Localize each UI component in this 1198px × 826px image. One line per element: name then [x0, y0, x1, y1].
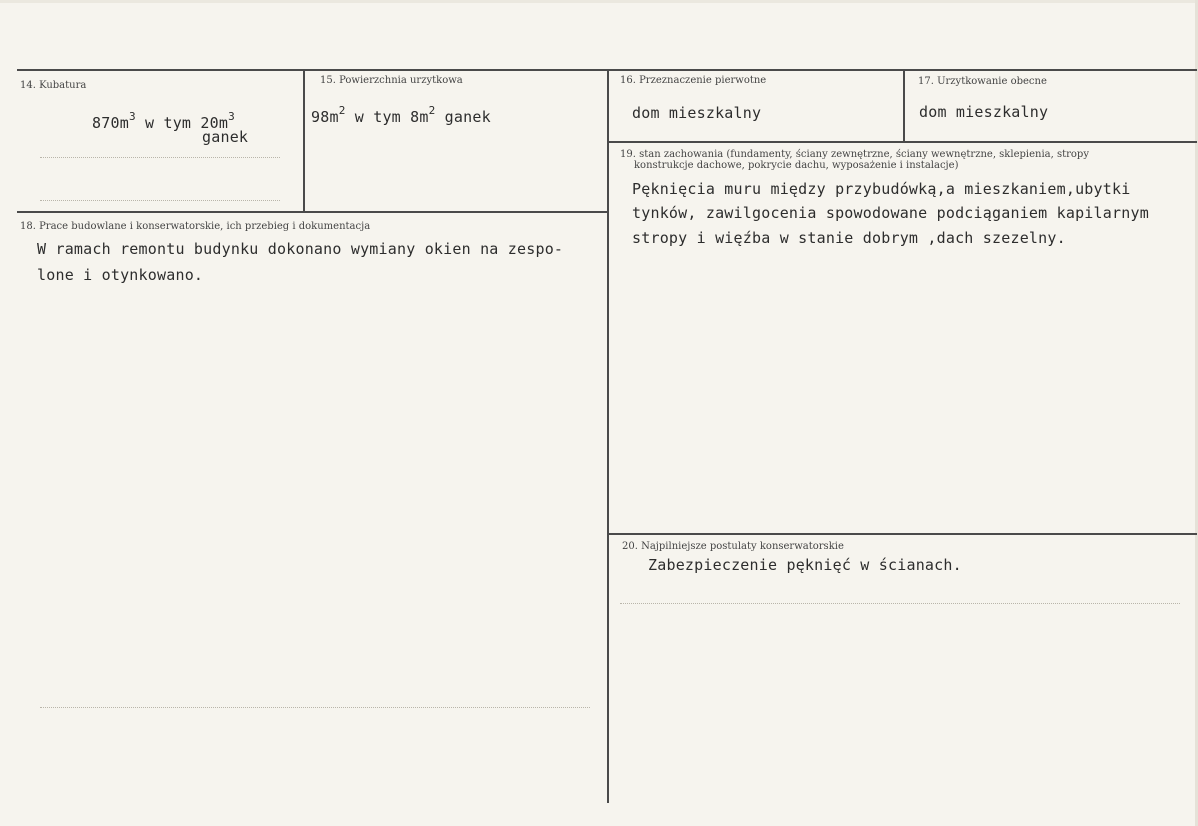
field-16-value: dom mieszkalny — [632, 104, 762, 122]
field-18-text-line: lone i otynkowano. — [37, 266, 204, 284]
rule-below-16-17 — [608, 141, 1197, 143]
guide-line — [40, 157, 280, 159]
field-17-value: dom mieszkalny — [919, 103, 1049, 121]
field-14-value-line2: ganek — [202, 128, 249, 146]
field-20-value: Zabezpieczenie pęknięć w ścianach. — [648, 556, 962, 574]
field-17-label: 17. Urzytkowanie obecne — [918, 76, 1047, 87]
card-edge-top — [0, 0, 1198, 3]
field-14-exp2: 3 — [228, 110, 235, 123]
guide-line — [40, 200, 280, 202]
field-19-text-line: tynków, zawilgocenia spowodowane podciąganiem kapilarnym — [632, 204, 1149, 222]
field-19-label: 19. stan zachowania (fundamenty, ściany zewnętrzne, ściany wewnętrzne, sklepienia, stropy — [620, 149, 1089, 160]
field-14-volume: 870m — [92, 114, 129, 132]
guide-line — [620, 603, 1180, 605]
field-14-exp1: 3 — [128, 110, 136, 123]
field-15-area-porch: w tym 8m — [345, 108, 429, 126]
field-15-label: 15. Powierzchnia urzytkowa — [320, 75, 463, 86]
guide-line — [40, 707, 590, 709]
field-18-label: 18. Prace budowlane i konserwatorskie, ich przebieg i dokumentacja — [20, 221, 371, 232]
field-15-area: 98m — [311, 108, 339, 126]
field-16-label: 16. Przeznaczenie pierwotne — [620, 75, 767, 86]
center-divider — [607, 70, 609, 803]
rule-below-14-15 — [17, 211, 608, 213]
field-19-text-line: Pęknięcia muru między przybudówką,a mieszkaniem,ubytki — [632, 180, 1131, 198]
field-14-volume-porch: w tym 20m — [135, 114, 229, 132]
rule-above-20 — [608, 533, 1197, 535]
divider-16-17 — [903, 70, 905, 142]
field-18-text-line: W ramach remontu budynku dokonano wymiany okien na zespo- — [37, 240, 564, 258]
field-15-value — [311, 104, 491, 126]
field-14-label: 14. Kubatura — [20, 80, 87, 91]
field-15-exp2: 2 — [428, 104, 436, 117]
field-19-label-line2: konstrukcje dachowe, pokrycie dachu, wyposażenie i instalacje) — [634, 160, 959, 171]
field-15-exp1: 2 — [338, 104, 346, 117]
divider-14-15 — [303, 70, 305, 212]
field-19-text-line: stropy i więźba w stanie dobrym ,dach szezelny. — [632, 229, 1066, 247]
field-20-label: 20. Najpilniejsze postulaty konserwatorskie — [622, 541, 844, 552]
field-15-porch-word: ganek — [435, 108, 491, 126]
